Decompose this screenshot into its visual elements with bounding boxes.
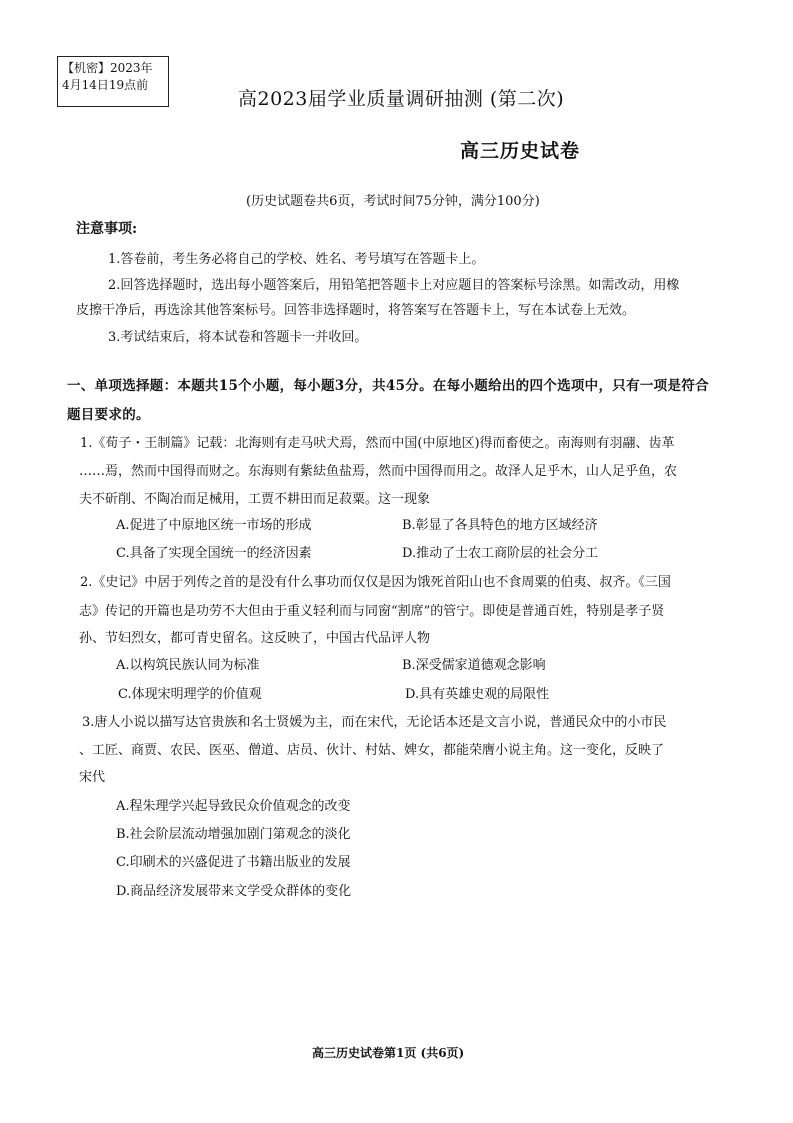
question-1-line-3: 夫不斫削、不陶冶而足械用，工贾不耕田而足菽粟。这一现象 xyxy=(79,492,431,507)
question-3-option-c: C.印刷术的兴盛促进了书籍出版业的发展 xyxy=(116,855,351,870)
question-3-option-b: B.社会阶层流动增强加剧门第观念的淡化 xyxy=(116,827,351,842)
question-1-option-b: B.彰显了各具特色的地方区域经济 xyxy=(402,518,598,533)
notice-item-2: 2.回答选择题时，选出每小题答案后，用铅笔把答题卡上对应题目的答案标号涂黑。如需改动，用橡 xyxy=(108,278,680,293)
question-2-line-2: 志》传记的开篇也是功劳不大但由于重义轻利而与同窗“割席”的管宁。即使是普通百姓，特别是孝子贤 xyxy=(79,604,665,619)
page-footer: 高三历史试卷第1页 (共6页) xyxy=(312,1046,465,1060)
confidential-box xyxy=(57,56,169,107)
notice-item-1: 1.答卷前，考生务必将自己的学校、姓名、考号填写在答题卡上。 xyxy=(108,252,485,267)
exam-title: 高2023届学业质量调研抽测 (第二次) xyxy=(238,88,565,110)
question-3-option-a: A.程朱理学兴起导致民众价值观念的改变 xyxy=(116,799,351,814)
question-2-line-3: 孙、节妇烈女，都可青史留名。这反映了，中国古代品评人物 xyxy=(79,631,431,646)
question-2-option-c: C.体现宋明理学的价值观 xyxy=(118,687,262,702)
question-3-option-d: D.商品经济发展带来文学受众群体的变化 xyxy=(116,884,352,899)
confidential-line-1: 【机密】2023年 xyxy=(62,61,153,75)
question-1-option-a: A.促进了中原地区统一市场的形成 xyxy=(116,518,312,533)
exam-subtitle: 高三历史试卷 xyxy=(460,140,581,162)
section-heading-cont: 题目要求的。 xyxy=(67,407,150,423)
question-3-line-2: 、工匠、商贾、农民、医巫、僧道、店员、伙计、村姑、婢女，都能荣膺小说主角。这一变化，反映了 xyxy=(79,743,665,758)
section-heading: 一、单项选择题：本题共15个小题，每小题3分，共45分。在每小题给出的四个选项中，只有一项是符合 xyxy=(67,378,709,394)
notice-heading: 注意事项: xyxy=(76,221,138,237)
confidential-line-2: 4月14日19点前 xyxy=(62,78,149,92)
exam-info: (历史试题卷共6页，考试时间75分钟，满分100分) xyxy=(246,194,540,209)
notice-item-2-cont: 皮擦干净后，再选涂其他答案标号。回答非选择题时，将答案写在答题卡上，写在本试卷上无效。 xyxy=(76,303,636,318)
question-1-line-1: 1.《荀子・王制篇》记载：北海则有走马吠犬焉，然而中国(中原地区)得而畜使之。南海则有羽翮、齿革 xyxy=(80,436,675,451)
question-3-line-3: 宋代 xyxy=(79,770,106,785)
question-1-line-2: ……焉，然而中国得而财之。东海则有紫紶鱼盐焉，然而中国得而用之。故泽人足乎木，山人足乎鱼，农 xyxy=(79,464,678,479)
question-2-option-a: A.以构筑民族认同为标准 xyxy=(116,658,260,673)
question-2-option-d: D.具有英雄史观的局限性 xyxy=(405,687,550,702)
notice-item-3: 3.考试结束后，将本试卷和答题卡一并收回。 xyxy=(108,330,368,345)
question-2-line-1: 2.《史记》中居于列传之首的是没有什么事功而仅仅是因为饿死首阳山也不食周粟的伯夷、叔齐。《三国 xyxy=(80,575,671,590)
question-1-option-d: D.推动了士农工商阶层的社会分工 xyxy=(402,546,599,561)
question-1-option-c: C.具备了实现全国统一的经济因素 xyxy=(116,546,312,561)
question-2-option-b: B.深受儒家道德观念影响 xyxy=(402,658,546,673)
question-3-line-1: 3.唐人小说以描写达官贵族和名士贤媛为主，而在宋代，无论话本还是文言小说，普通民众中的小市民 xyxy=(82,715,667,730)
